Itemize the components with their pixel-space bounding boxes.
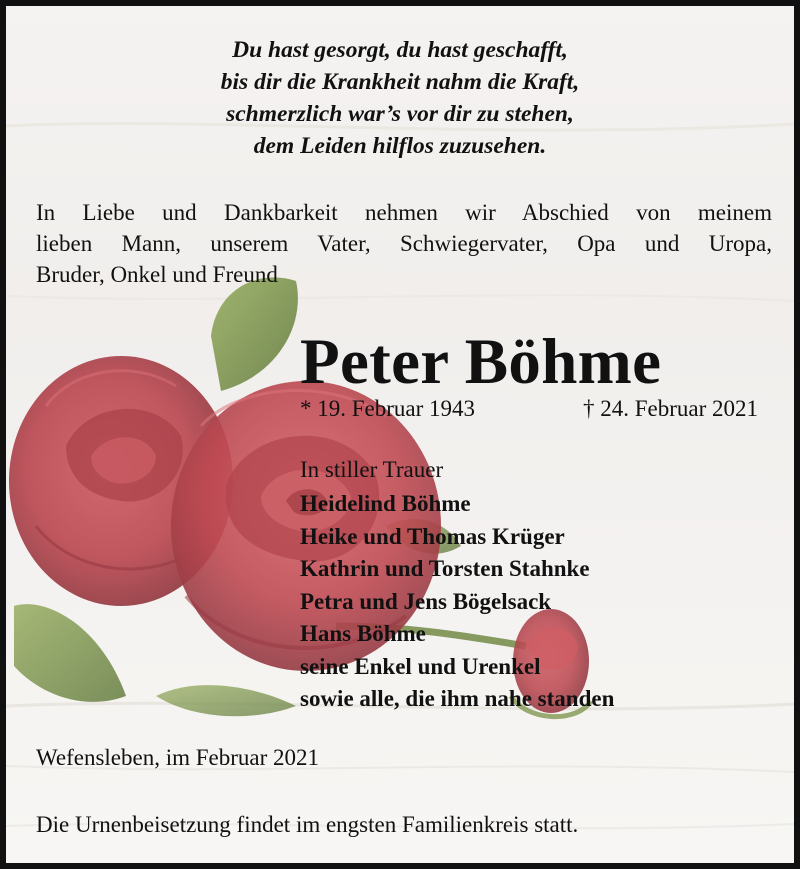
- farewell-line: In Liebe und Dankbarkeit nehmen wir Abschied von meinem: [36, 200, 772, 225]
- poem-line: bis dir die Krankheit nahm die Kraft,: [220, 69, 580, 95]
- place-date: Wefensleben, im Februar 2021: [36, 745, 320, 770]
- farewell-text: [36, 197, 772, 290]
- mourner: Kathrin und Torsten Stahnke: [300, 556, 590, 581]
- poem: [6, 34, 794, 162]
- mourner: seine Enkel und Urenkel: [300, 653, 541, 679]
- mourners-list: [300, 488, 614, 716]
- mourner: Petra und Jens Bögelsack: [300, 588, 552, 614]
- farewell-line: Bruder, Onkel und Freund: [36, 262, 278, 287]
- mourning-intro: In stiller Trauer: [300, 457, 444, 482]
- death-date: † 24. Februar 2021: [582, 396, 758, 421]
- mourner: Heike und Thomas Krüger: [300, 523, 565, 549]
- mourner: Hans Böhme: [300, 621, 426, 646]
- poem-line: Du hast gesorgt, du hast geschafft,: [232, 37, 568, 63]
- deceased-name: Peter Böhme: [300, 326, 662, 398]
- mourner: sowie alle, die ihm nahe standen: [300, 686, 615, 711]
- farewell-line: lieben Mann, unserem Vater, Schwiegervater, Opa und Uropa,: [36, 231, 772, 256]
- mourner: Heidelind Böhme: [300, 491, 471, 516]
- poem-line: schmerzlich war’s vor dir zu stehen,: [226, 101, 574, 127]
- burial-note: Die Urnenbeisetzung findet im engsten Familienkreis statt.: [36, 812, 579, 837]
- birth-date: * 19. Februar 1943: [300, 396, 476, 421]
- poem-line: dem Leiden hilflos zuzusehen.: [253, 133, 547, 159]
